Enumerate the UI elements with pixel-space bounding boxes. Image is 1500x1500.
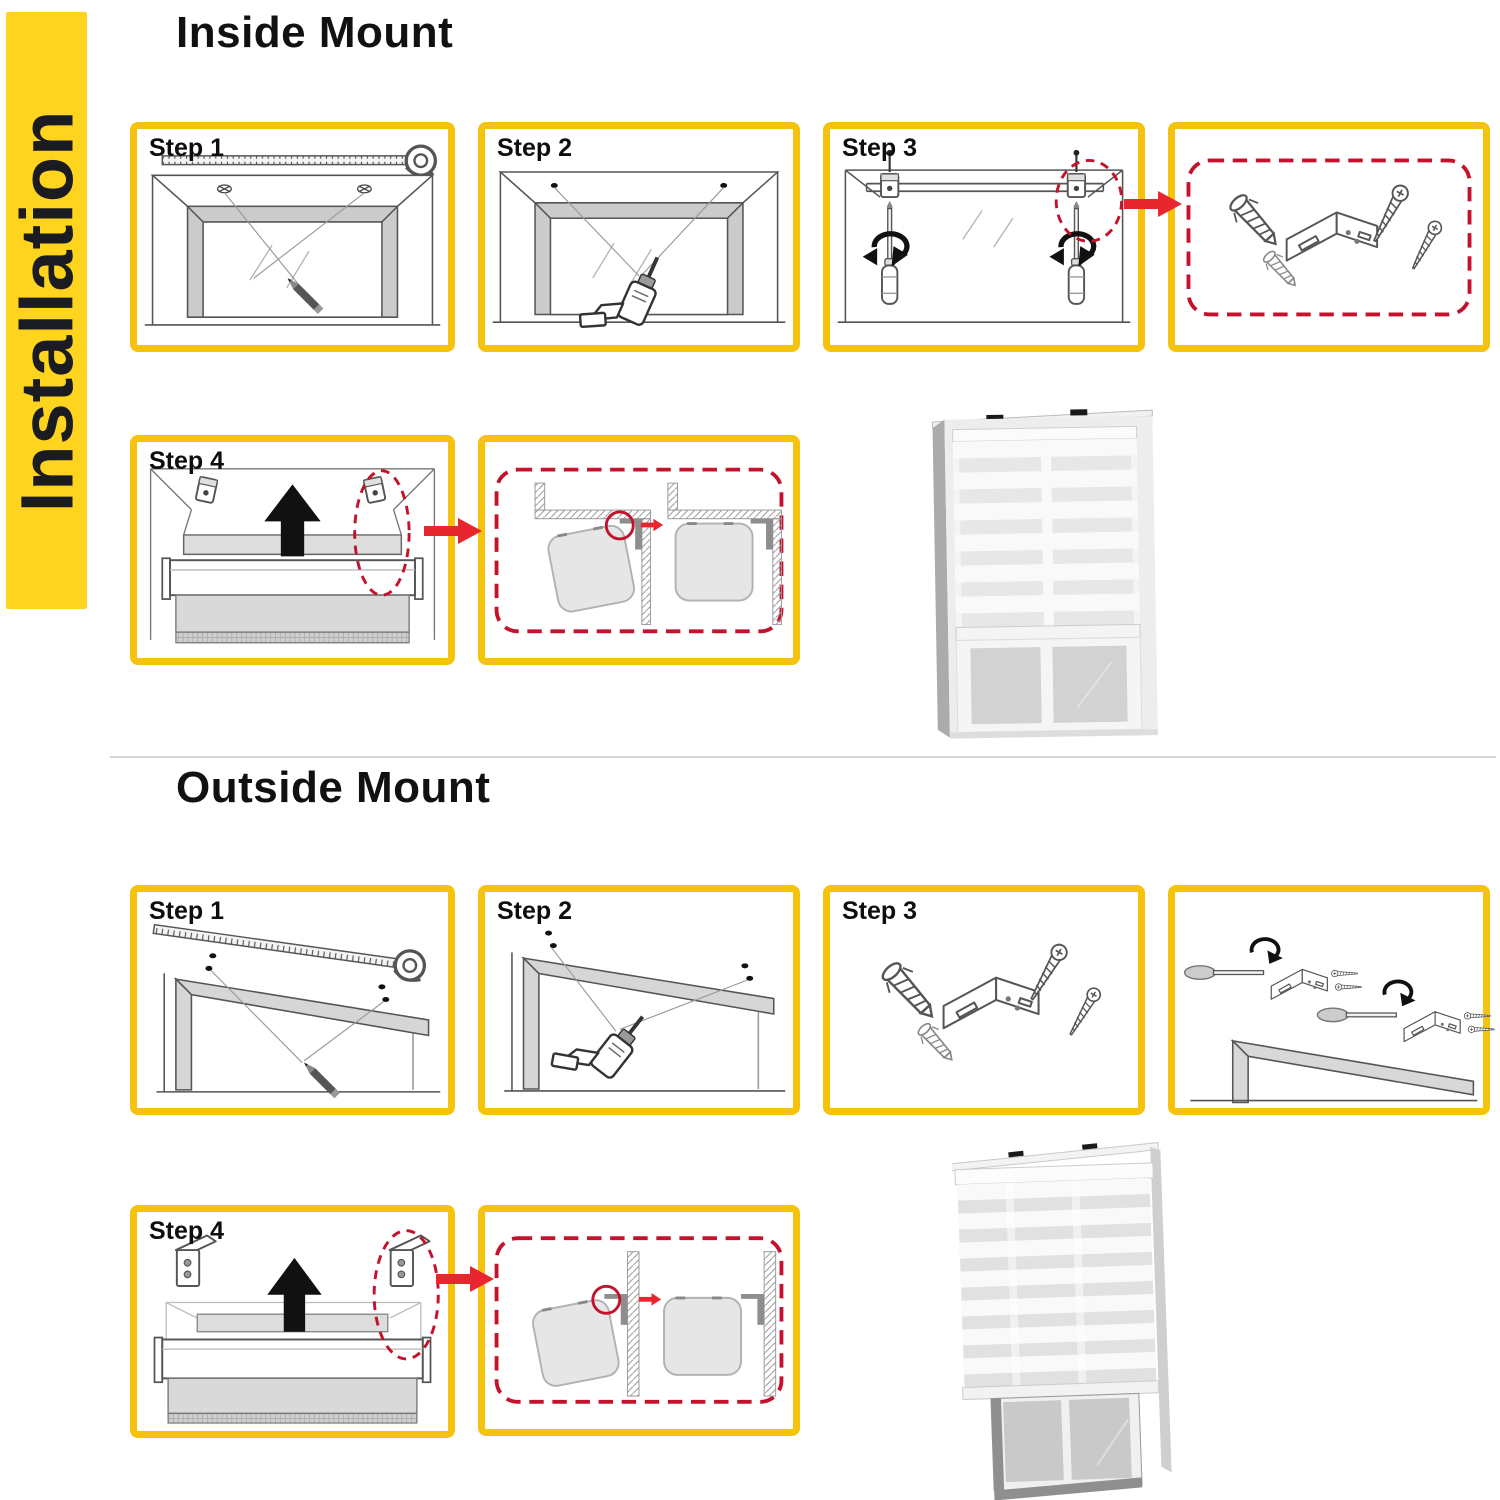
- blind-mesh-strip: [168, 1413, 417, 1423]
- outside-step2-label: Step 2: [497, 897, 573, 925]
- clip-detail-illustration: [485, 1212, 793, 1429]
- outside-step3-panel: [823, 885, 1145, 1115]
- inside-step2-label: Step 2: [497, 134, 573, 162]
- bracket-screwdriver-group: [1185, 939, 1362, 999]
- banner-title: Installation: [5, 109, 88, 512]
- inside-step2-panel: [478, 122, 800, 352]
- drill-icon: [547, 987, 653, 1099]
- zebra-stripes: [953, 438, 1140, 627]
- drill-mark-icon: [551, 183, 558, 188]
- mount-bracket-icon: [1068, 174, 1085, 197]
- callout-circle: [1056, 160, 1121, 241]
- outside-clip-detail-panel: [478, 1205, 800, 1436]
- clip-diagram-tilted: [531, 1252, 639, 1396]
- corner-bracket-icon: [1271, 969, 1327, 999]
- screw-icon: [1065, 986, 1103, 1038]
- outside-step3-label: Step 3: [842, 897, 918, 925]
- outside-mount-title: Outside Mount: [176, 763, 491, 812]
- blind-headrail: [154, 1338, 430, 1383]
- installation-banner: [6, 12, 87, 609]
- outside-step1-label: Step 1: [149, 897, 225, 925]
- wall-anchor-icon: [876, 957, 943, 1027]
- outside-step4-label: Step 4: [149, 1217, 225, 1245]
- outside-step4-panel: [130, 1205, 455, 1438]
- screw-icon: [1335, 984, 1361, 990]
- bracket-install-illustration: [1175, 892, 1483, 1108]
- pencil-icon: [301, 1060, 339, 1098]
- screw-icon: [1408, 219, 1444, 271]
- blind-fabric: [168, 1378, 417, 1413]
- corner-bracket-icon: [944, 978, 1039, 1029]
- inside-step1-panel: [130, 122, 455, 352]
- screw-icon: [1332, 970, 1358, 976]
- clip-diagram-seated: [639, 1252, 776, 1396]
- window-frame-perspective: [156, 973, 440, 1092]
- section-divider: [110, 756, 1496, 758]
- bracket-screwdriver-group: [1317, 981, 1494, 1041]
- measure-mark-icon: [358, 185, 372, 193]
- mount-bracket-icon: [881, 174, 898, 197]
- wall-anchor-icon: [1224, 190, 1286, 254]
- window-frame-perspective: [1190, 1041, 1477, 1103]
- red-arrow-icon: [639, 1293, 661, 1306]
- inside-mount-blind-image: [925, 398, 1165, 743]
- hardware-detail-illustration: [1175, 129, 1483, 345]
- inside-hardware-detail-panel: [1168, 122, 1490, 352]
- inside-mount-title: Inside Mount: [176, 8, 454, 57]
- inside-step1-label: Step 1: [149, 134, 225, 162]
- wall-anchor-icon: [914, 1020, 960, 1067]
- inside-step4-label: Step 4: [149, 447, 225, 475]
- window-recess: [145, 175, 440, 325]
- corner-bracket-icon: [1287, 212, 1377, 260]
- turn-direction-icon: [863, 248, 877, 265]
- inside-clip-detail-panel: [478, 435, 800, 665]
- red-arrow-icon: [436, 1266, 494, 1292]
- outside-step2-panel: [478, 885, 800, 1115]
- mount-bracket-icon: [364, 477, 386, 503]
- inside-step3-panel: [823, 122, 1145, 352]
- outside-bracket-install-panel: [1168, 885, 1490, 1115]
- outside-step1-panel: [130, 885, 455, 1115]
- measure-mark-icon: [218, 185, 232, 193]
- clip-diagram-seated: [641, 483, 782, 624]
- red-arrow-icon: [424, 518, 482, 544]
- mount-bracket-icon: [196, 477, 218, 503]
- blind-headrail: [162, 558, 422, 599]
- drill-mark-icon: [720, 183, 727, 188]
- outside-mount-blind-image: [952, 1126, 1177, 1500]
- clip-detail-illustration: [485, 442, 793, 658]
- red-arrow-icon: [1124, 191, 1182, 217]
- inside-step4-panel: [130, 435, 455, 665]
- corner-bracket-icon: [1404, 1012, 1460, 1042]
- screw-icon: [1468, 1026, 1494, 1032]
- clip-diagram-tilted: [535, 483, 651, 624]
- turn-direction-icon: [1049, 248, 1063, 265]
- blind-fabric: [176, 595, 409, 632]
- blind-mesh-strip: [176, 632, 409, 643]
- inside-step3-label: Step 3: [842, 134, 918, 162]
- screw-icon: [1464, 1013, 1490, 1019]
- window-frame-perspective: [504, 952, 785, 1091]
